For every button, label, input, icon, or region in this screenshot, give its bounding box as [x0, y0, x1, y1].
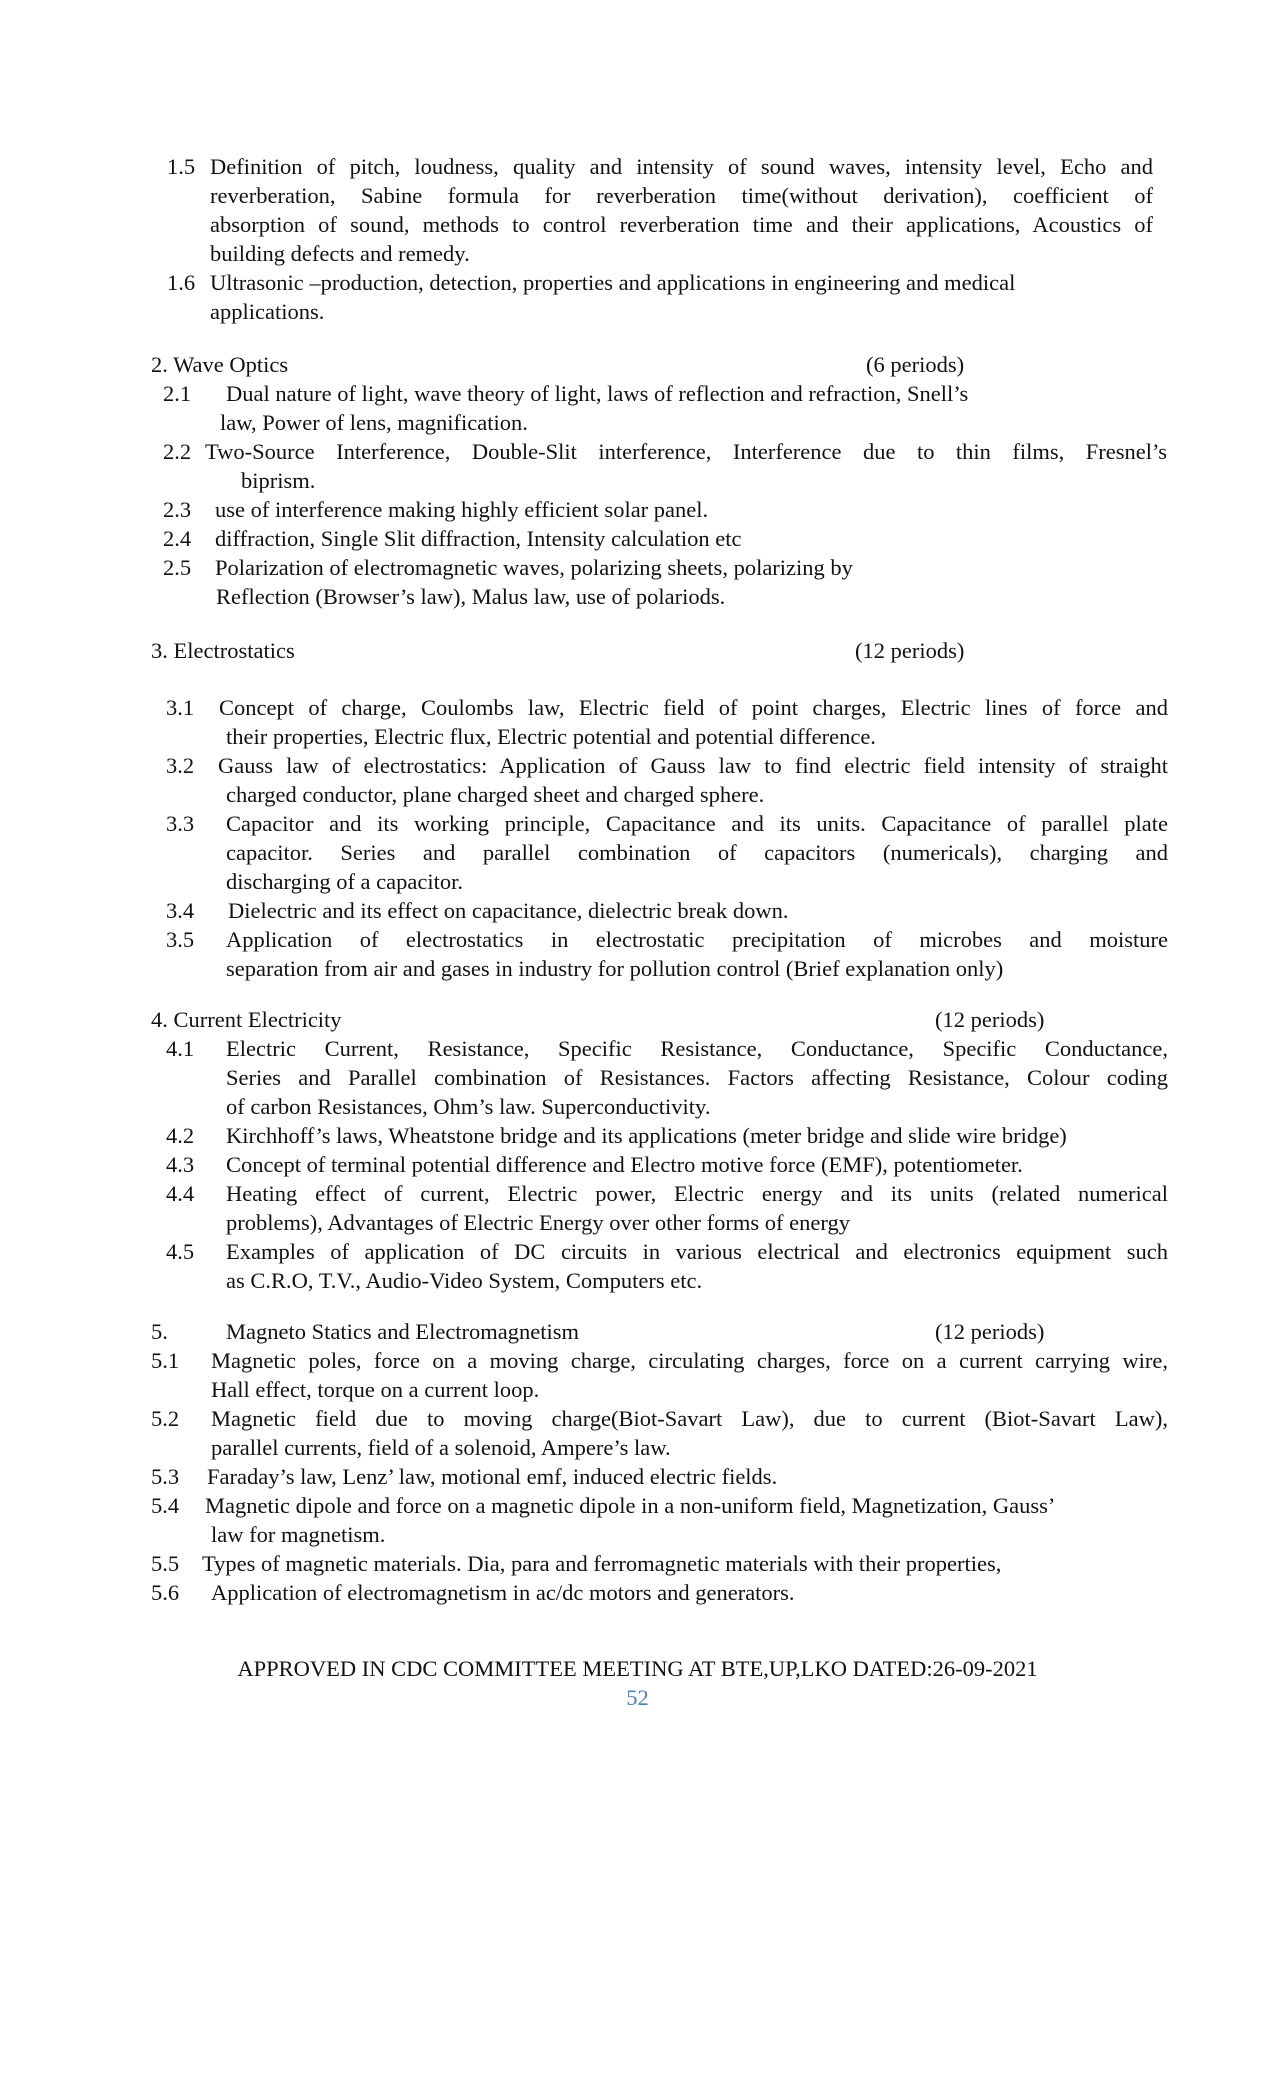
item-number: 5.3: [151, 1464, 180, 1489]
item-text: Magnetic dipole and force on a magnetic dipole in a non-uniform field, Magnetization, Gauss’: [205, 1493, 1056, 1518]
item-number: 4.5: [166, 1239, 195, 1264]
section-heading: Magneto Statics and Electromagnetism: [226, 1319, 580, 1344]
item-text: law, Power of lens, magnification.: [220, 410, 528, 435]
item-number: 5.1: [151, 1348, 180, 1373]
item-number: 4.3: [166, 1152, 195, 1177]
item-number: 2.5: [163, 555, 192, 580]
item-number: 5.5: [151, 1551, 180, 1576]
item-number: 2.3: [163, 497, 192, 522]
item-text: Examples of application of DC circuits in various electrical and electronics equipment such: [226, 1239, 1168, 1264]
item-text: Capacitor and its working principle, Capacitance and its units. Capacitance of parallel plate: [226, 811, 1168, 836]
item-number: 2.1: [163, 381, 192, 406]
item-number: 4.1: [166, 1036, 195, 1061]
item-text: absorption of sound, methods to control reverberation time and their applications, Acoustics of: [210, 212, 1153, 237]
item-number: 3.4: [166, 898, 195, 923]
item-text: building defects and remedy.: [210, 241, 470, 266]
item-number: 4.2: [166, 1123, 195, 1148]
item-number: 2.2: [163, 439, 192, 464]
item-number: 3.5: [166, 927, 195, 952]
item-text: Hall effect, torque on a current loop.: [211, 1377, 540, 1402]
section-periods: (6 periods): [866, 352, 965, 377]
item-text: Magnetic poles, force on a moving charge, circulating charges, force on a current carrying wire,: [211, 1348, 1168, 1373]
section-periods: (12 periods): [935, 1007, 1045, 1032]
item-text: Electric Current, Resistance, Specific Resistance, Conductance, Specific Conductance,: [226, 1036, 1168, 1061]
item-text: as C.R.O, T.V., Audio-Video System, Computers etc.: [226, 1268, 703, 1293]
item-text: Series and Parallel combination of Resistances. Factors affecting Resistance, Colour coding: [226, 1065, 1168, 1090]
item-text: Polarization of electromagnetic waves, polarizing sheets, polarizing by: [215, 555, 853, 580]
item-text: Reflection (Browser’s law), Malus law, use of polariods.: [216, 584, 726, 609]
item-text: diffraction, Single Slit diffraction, Intensity calculation etc: [215, 526, 742, 551]
item-text: of carbon Resistances, Ohm’s law. Superconductivity.: [226, 1094, 711, 1119]
item-text: discharging of a capacitor.: [226, 869, 463, 894]
item-text: problems), Advantages of Electric Energy over other forms of energy: [226, 1210, 850, 1235]
item-text: law for magnetism.: [211, 1522, 386, 1547]
section-heading: 2. Wave Optics: [151, 352, 289, 377]
item-text: Definition of pitch, loudness, quality and intensity of sound waves, intensity level, Echo and: [210, 154, 1153, 179]
approval-footer: APPROVED IN CDC COMMITTEE MEETING AT BTE,UP,LKO DATED:26-09-2021: [237, 1656, 1038, 1681]
item-text: Dual nature of light, wave theory of light, laws of reflection and refraction, Snell’s: [226, 381, 969, 406]
item-text: Concept of terminal potential difference and Electro motive force (EMF), potentiometer.: [226, 1152, 1023, 1177]
page-number: 52: [626, 1685, 649, 1710]
item-number: 3.2: [166, 753, 195, 778]
item-text: Magnetic field due to moving charge(Biot-Savart Law), due to current (Biot-Savart Law),: [211, 1406, 1168, 1431]
item-text: Application of electrostatics in electrostatic precipitation of microbes and moisture: [226, 927, 1168, 952]
item-number: 2.4: [163, 526, 192, 551]
item-text: Ultrasonic –production, detection, properties and applications in engineering and medical: [210, 270, 1016, 295]
item-text: Application of electromagnetism in ac/dc motors and generators.: [211, 1580, 795, 1605]
item-number: 5.6: [151, 1580, 180, 1605]
section-heading: 3. Electrostatics: [151, 638, 295, 663]
item-number: 1.6: [167, 270, 196, 295]
item-text: capacitor. Series and parallel combination of capacitors (numericals), charging and: [226, 840, 1168, 865]
item-number: 5.4: [151, 1493, 180, 1518]
item-text: applications.: [210, 299, 325, 324]
item-number: 5.2: [151, 1406, 180, 1431]
item-number: 3.3: [166, 811, 195, 836]
item-text: use of interference making highly efficient solar panel.: [215, 497, 709, 522]
item-text: parallel currents, field of a solenoid, Ampere’s law.: [211, 1435, 671, 1460]
section-periods: (12 periods): [935, 1319, 1045, 1344]
item-text: reverberation, Sabine formula for reverberation time(without derivation), coefficient of: [210, 183, 1153, 208]
section-heading-number: 5.: [151, 1319, 168, 1344]
item-text: their properties, Electric flux, Electric potential and potential difference.: [226, 724, 876, 749]
item-text: Heating effect of current, Electric power, Electric energy and its units (related numerical: [226, 1181, 1168, 1206]
section-heading: 4. Current Electricity: [151, 1007, 342, 1032]
item-text: Faraday’s law, Lenz’ law, motional emf, induced electric fields.: [207, 1464, 778, 1489]
item-text: Kirchhoff’s laws, Wheatstone bridge and its applications (meter bridge and slide wire bridge): [226, 1123, 1067, 1148]
section-periods: (12 periods): [855, 638, 965, 663]
item-text: charged conductor, plane charged sheet and charged sphere.: [226, 782, 765, 807]
item-text: Types of magnetic materials. Dia, para and ferromagnetic materials with their properties,: [202, 1551, 1002, 1576]
item-number: 3.1: [166, 695, 195, 720]
item-text: Two-Source Interference, Double-Slit interference, Interference due to thin films, Fresnel’s: [205, 439, 1167, 464]
item-number: 1.5: [167, 154, 196, 179]
item-number: 4.4: [166, 1181, 195, 1206]
item-text: Gauss law of electrostatics: Application of Gauss law to find electric field intensity of straight: [218, 753, 1168, 778]
item-text: Dielectric and its effect on capacitance, dielectric break down.: [228, 898, 789, 923]
item-text: separation from air and gases in industry for pollution control (Brief explanation only): [226, 956, 1004, 981]
item-text: Concept of charge, Coulombs law, Electric field of point charges, Electric lines of force and: [219, 695, 1168, 720]
item-text: biprism.: [241, 468, 316, 493]
